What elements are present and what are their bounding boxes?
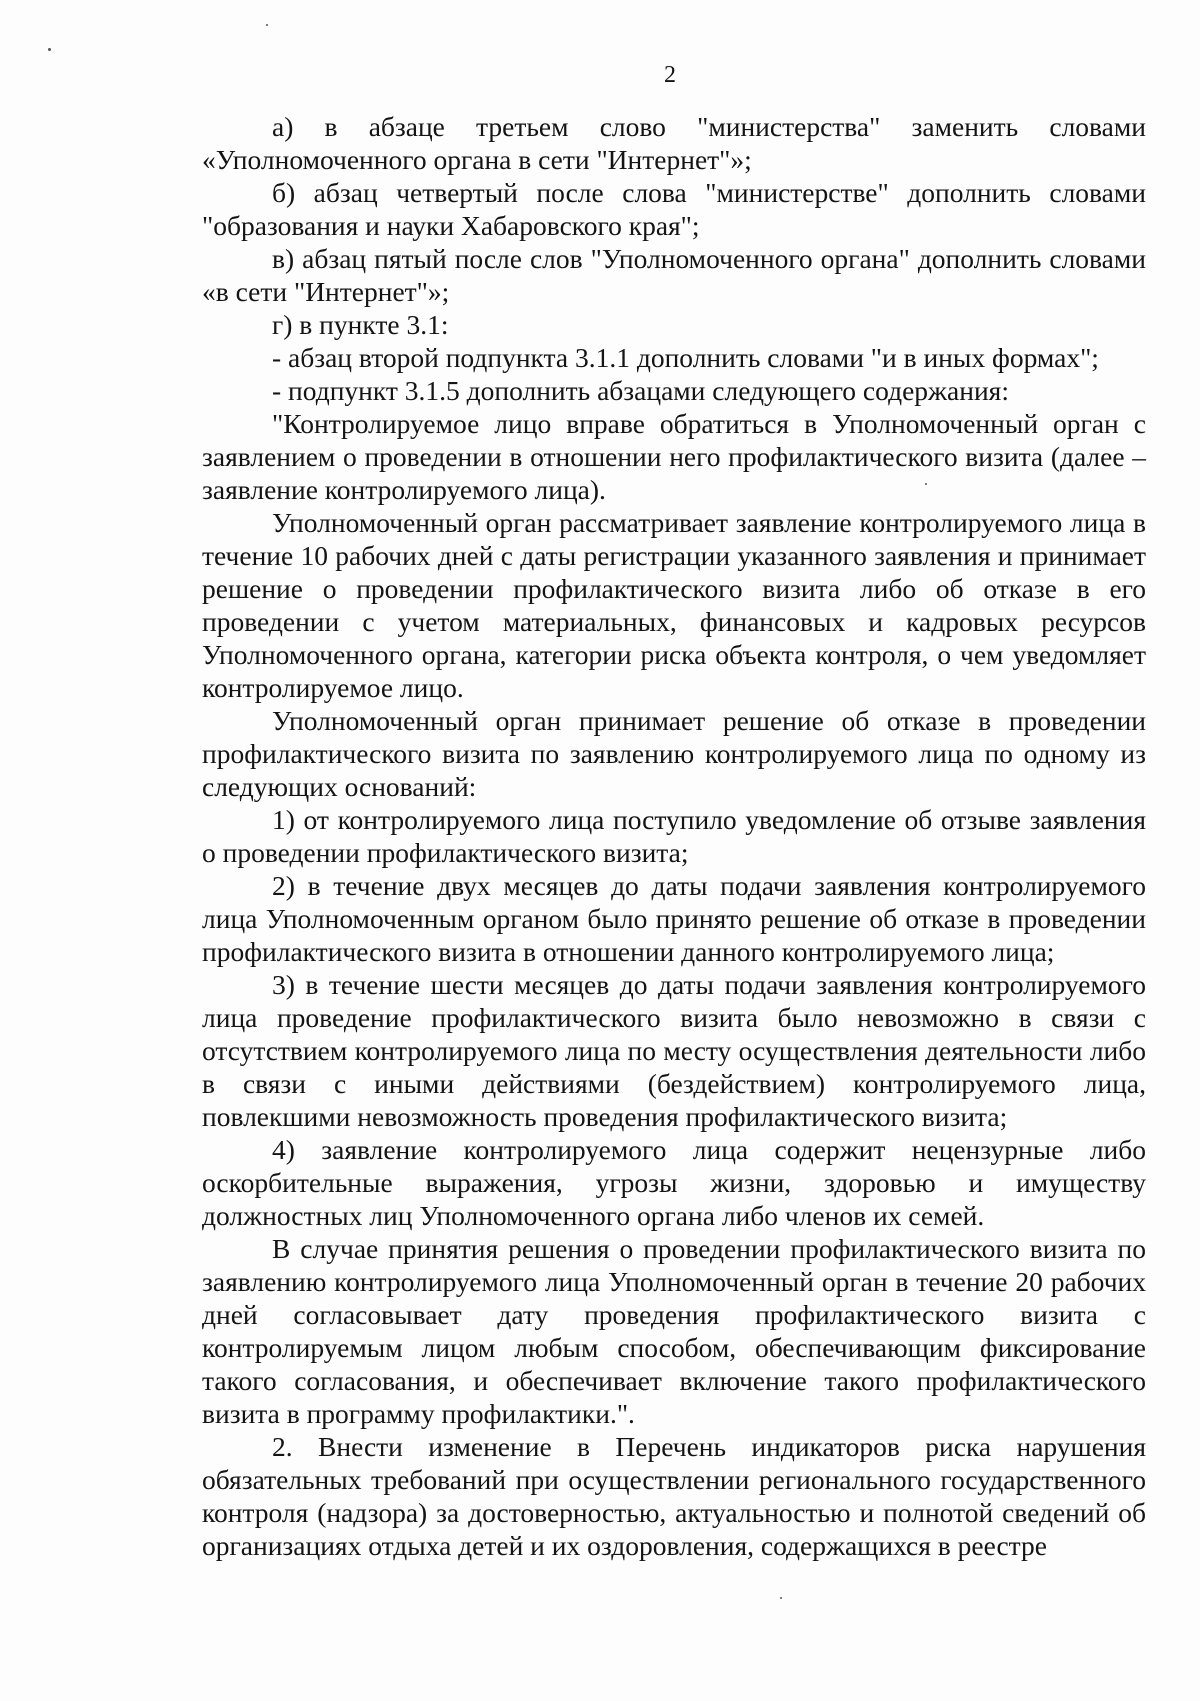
paragraph: "Контролируемое лицо вправе обратиться в Уполномоченный орган с заявлением о проведении в отношении него профилактического визита (далее – заявление контролируемого лица). <box>202 408 1146 505</box>
page-number: 2 <box>664 62 676 88</box>
paragraph: б) абзац четвертый после слова "министерстве" дополнить словами "образования и науки Хабаровского края"; <box>202 177 1146 241</box>
paragraph: г) в пункте 3.1: <box>272 309 449 340</box>
scan-speck <box>780 1597 782 1599</box>
paragraph: а) в абзаце третьем слово "министерства" заменить словами «Уполномоченного органа в сети "Интернет"»; <box>202 111 1146 175</box>
paragraph: - подпункт 3.1.5 дополнить абзацами следующего содержания: <box>272 375 1009 406</box>
paragraph: 4) заявление контролируемого лица содержит нецензурные либо оскорбительные выражения, угрозы жизни, здоровью и имуществу должностных лиц Уполномоченного органа либо членов их семей. <box>202 1134 1146 1231</box>
scan-speck <box>266 24 268 26</box>
paragraph: Уполномоченный орган рассматривает заявление контролируемого лица в течение 10 рабочих дней с даты регистрации указанного заявления и принимает решение о проведении профилактического визита либо об отказе в его проведении с учетом материальных, финансовых и кадровых ресурсов Уполномоченного органа, категории риска объекта контроля, о чем уведомляет контролируемое лицо. <box>202 507 1146 703</box>
scan-speck <box>48 48 51 51</box>
paragraph: в) абзац пятый после слов "Уполномоченного органа" дополнить словами «в сети "Интернет"»; <box>202 243 1146 307</box>
paragraph: В случае принятия решения о проведении профилактического визита по заявлению контролируемого лица Уполномоченный орган в течение 20 рабочих дней согласовывает дату проведения профилактического визита с контролируемым лицом любым способом, обеспечивающим фиксирование такого согласования, и обеспечивает включение такого профилактического визита в программу профилактики.". <box>202 1233 1146 1429</box>
paragraph: Уполномоченный орган принимает решение об отказе в проведении профилактического визита по заявлению контролируемого лица по одному из следующих оснований: <box>202 705 1146 802</box>
paragraph: 2. Внести изменение в Перечень индикаторов риска нарушения обязательных требований при осуществлении регионального государственного контроля (надзора) за достоверностью, актуальностью и полнотой сведений об организациях отдыха детей и их оздоровления, содержащихся в реестре <box>202 1431 1146 1561</box>
document-body <box>202 110 1146 1562</box>
paragraph: 2) в течение двух месяцев до даты подачи заявления контролируемого лица Уполномоченным органом было принято решение об отказе в проведении профилактического визита в отношении данного контролируемого лица; <box>202 870 1146 967</box>
paragraph: 1) от контролируемого лица поступило уведомление об отзыве заявления о проведении профилактического визита; <box>202 804 1146 868</box>
paragraph: 3) в течение шести месяцев до даты подачи заявления контролируемого лица проведение профилактического визита было невозможно в связи с отсутствием контролируемого лица по месту осуществления деятельности либо в связи с иными действиями (бездействием) контролируемого лица, повлекшими невозможность проведения профилактического визита; <box>202 969 1146 1132</box>
paragraph: - абзац второй подпункта 3.1.1 дополнить словами "и в иных формах"; <box>272 342 1099 373</box>
